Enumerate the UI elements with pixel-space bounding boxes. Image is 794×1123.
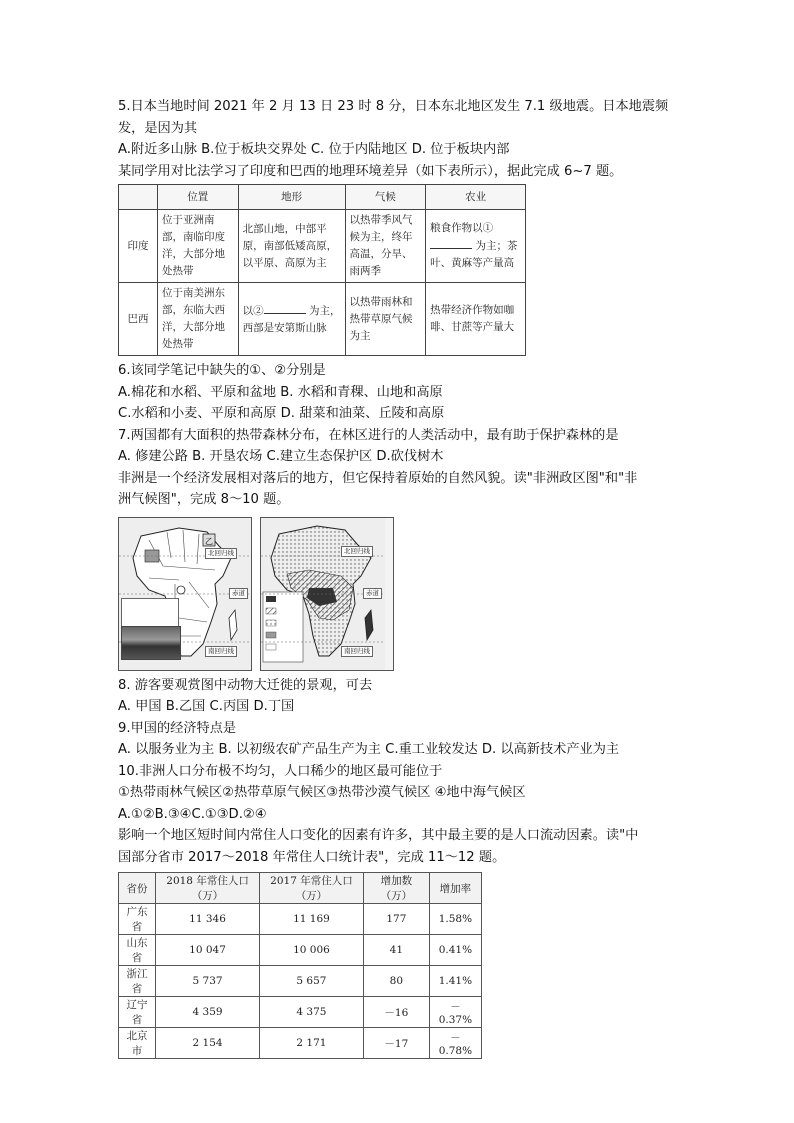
q10-stem: 10.非洲人口分布极不均匀，人口稀少的地区最可能位于	[118, 763, 443, 779]
equator-label: 赤道	[229, 588, 248, 599]
table-header-cell: 位置	[158, 185, 239, 210]
india-location: 位于亚洲南部，南临印度洋，大部分地处热带	[158, 210, 239, 283]
map-mark-yi: 乙	[205, 536, 213, 546]
india-agri-b: 为主；茶叶、黄麻等产量高	[430, 240, 518, 269]
table-cell: －0.37%	[429, 997, 481, 1028]
table-header-cell: 增加率	[429, 873, 481, 904]
india-climate: 以热带季风气候为主，终年高温，分旱、雨两季	[345, 210, 426, 283]
intro-6-7: 某同学用对比法学习了印度和巴西的地理环境差异（如下表所示），据此完成 6~7 题。	[118, 163, 623, 179]
table-cell: 0.41%	[429, 935, 481, 966]
table-cell: －16	[363, 997, 429, 1028]
q6-stem: 6.该同学笔记中缺失的①、②分别是	[118, 363, 326, 378]
india-brazil-table	[118, 184, 526, 356]
table-row-india	[119, 210, 526, 283]
exam-page	[118, 96, 698, 1059]
equator-label: 赤道	[363, 588, 382, 599]
q8-options: A. 甲国 B.乙国 C.丙国 D.丁国	[118, 699, 295, 714]
brazil-location: 位于南美洲东部，东临大西洋，大部分地处热带	[158, 283, 239, 356]
q7-options: A. 修建公路 B. 开垦农场 C.建立生态保护区 D.砍伐树木	[118, 449, 444, 464]
q10-options: A.①②B.③④C.①③D.②④	[118, 806, 267, 822]
tropic-south-label: 南回归线	[205, 646, 237, 657]
brazil-terrain-a: 以②	[242, 304, 264, 317]
india-agriculture	[426, 210, 526, 283]
table-header-cell: 气候	[345, 185, 426, 210]
q5-stem-line2: 发，是因为其	[118, 120, 198, 136]
population-table	[118, 872, 482, 1059]
table-header-cell: 2017 年常住人口（万）	[260, 873, 364, 904]
migration-photo	[121, 626, 181, 660]
blank-1	[430, 237, 472, 249]
brazil-agriculture: 热带经济作物如咖啡、甘蔗等产量大	[426, 283, 526, 356]
table-header-cell: 2018 年常住人口（万）	[156, 873, 260, 904]
table-cell: 1.58%	[429, 904, 481, 935]
table-cell: 2 154	[156, 1028, 260, 1059]
table-cell: 10 006	[260, 935, 364, 966]
table-cell: 2 171	[260, 1028, 364, 1059]
q9-options: A. 以服务业为主 B. 以初级农矿产品生产为主 C.重工业较发达 D. 以高新技术产业为主	[118, 742, 620, 757]
table-header-cell: 省份	[119, 873, 156, 904]
africa-maps	[118, 517, 698, 671]
table-row-brazil	[119, 283, 526, 356]
tropic-north-label: 北回归线	[341, 546, 373, 557]
intro-11-12-line2: 国部分省市 2017～2018 年常住人口统计表"，完成 11～12 题。	[118, 849, 506, 865]
intro-8-10-line1: 非洲是一个经济发展相对落后的地方，但它保持着原始的自然风貌。读"非洲政区图"和"非	[118, 470, 638, 486]
brazil-terrain	[238, 283, 345, 356]
table-cell: 177	[363, 904, 429, 935]
q7-stem: 7.两国都有大面积的热带森林分布，在林区进行的人类活动中，最有助于保护森林的是	[118, 427, 619, 443]
table-row	[119, 904, 482, 935]
q9-stem: 9.甲国的经济特点是	[118, 720, 237, 736]
table-cell: 10 047	[156, 935, 260, 966]
africa-climate-map	[260, 517, 394, 671]
population-legend	[121, 598, 179, 628]
table-header-cell: 增加数（万）	[363, 873, 429, 904]
table-cell: 1.41%	[429, 966, 481, 997]
tropic-south-label: 南回归线	[341, 646, 373, 657]
q6-options-2: C.水稻和小麦、平原和高原 D. 甜菜和油菜、丘陵和高原	[118, 406, 445, 421]
table-cell: 北京市	[119, 1028, 156, 1059]
table-header-cell: 农业	[426, 185, 526, 210]
table-cell: 4 359	[156, 997, 260, 1028]
table-cell: 4 375	[260, 997, 364, 1028]
table-cell: －17	[363, 1028, 429, 1059]
q6-options-1: A.棉花和水稻、平原和盆地 B. 水稻和青稞、山地和高原	[118, 384, 443, 400]
table-cell: 41	[363, 935, 429, 966]
table-cell: 辽宁省	[119, 997, 156, 1028]
table-row	[119, 935, 482, 966]
africa-political-map	[118, 517, 252, 671]
table-cell: 广东省	[119, 904, 156, 935]
table-header-row	[119, 873, 482, 904]
q5-stem-line1: 5.日本当地时间 2021 年 2 月 13 日 23 时 8 分，日本东北地区发生 7.1 级地震。日本地震频	[118, 99, 669, 114]
india-agri-a: 粮食作物以①	[430, 222, 494, 234]
intro-11-12-line1: 影响一个地区短时间内常住人口变化的因素有许多，其中最主要的是人口流动因素。读"中	[118, 828, 639, 843]
q10-items: ①热带雨林气候区②热带草原气候区③热带沙漠气候区 ④地中海气候区	[118, 785, 526, 800]
table-cell: 11 346	[156, 904, 260, 935]
table-cell: 山东省	[119, 935, 156, 966]
table-cell: 5 737	[156, 966, 260, 997]
tropic-north-label: 北回归线	[205, 548, 237, 559]
row-label-india: 印度	[119, 210, 158, 283]
table-cell: 5 657	[260, 966, 364, 997]
table-row	[119, 997, 482, 1028]
table-header-cell	[119, 185, 158, 210]
india-terrain: 北部山地，中部平原，南部低矮高原，以平原、高原为主	[238, 210, 345, 283]
table-header-row	[119, 185, 526, 210]
table-cell: 80	[363, 966, 429, 997]
table-cell: 11 169	[260, 904, 364, 935]
table-cell: －0.78%	[429, 1028, 481, 1059]
row-label-brazil: 巴西	[119, 283, 158, 356]
blank-2	[264, 302, 306, 314]
q5-options: A.附近多山脉 B.位于板块交界处 C. 位于内陆地区 D. 位于板块内部	[118, 142, 510, 157]
table-row	[119, 966, 482, 997]
q8-stem: 8. 游客要观赏图中动物大迁徙的景观，可去	[118, 677, 373, 693]
table-header-cell: 地形	[238, 185, 345, 210]
brazil-climate: 以热带雨林和热带草原气候为主	[345, 283, 426, 356]
brazil-terrain-b: 为主，西部是安第斯山脉	[242, 304, 341, 334]
intro-8-10-line2: 洲气候图"，完成 8～10 题。	[118, 492, 290, 507]
table-row	[119, 1028, 482, 1059]
table-cell: 浙江省	[119, 966, 156, 997]
